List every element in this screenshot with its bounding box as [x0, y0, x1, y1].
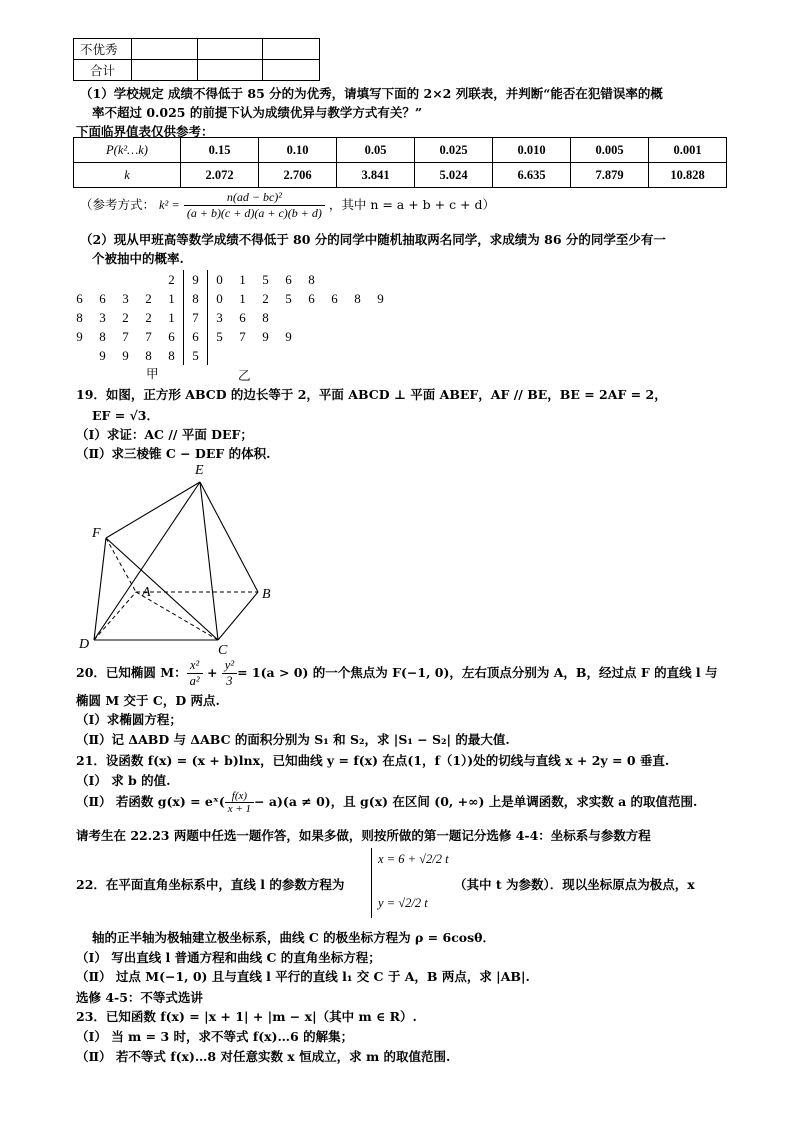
q22-sub1: （Ⅰ） 写出直线 l 普通方程和曲线 C 的直角坐标方程；	[76, 950, 381, 965]
leaf-left: 8	[76, 309, 83, 325]
q21-sub2-prefix: （Ⅱ） 若函数 g(x) = eˣ(	[76, 794, 225, 809]
leaf-right	[277, 346, 300, 365]
frac-numerator: f(x)	[225, 790, 254, 803]
vertex-label-E: E	[195, 463, 204, 478]
stem-row	[68, 308, 392, 327]
elective-45-title: 选修 4-5：不等式选讲	[76, 990, 203, 1005]
leaf-left: 2	[145, 309, 152, 325]
leaf-right: 8	[354, 290, 361, 306]
vertex-label-A: A	[142, 585, 151, 600]
q21-sub2	[76, 790, 697, 815]
leaf-right	[323, 270, 346, 289]
q20-sub2: （Ⅱ）记 ΔABD 与 ΔABC 的面积分别为 S₁ 和 S₂，求 |S₁ − S₂| 的最大值.	[76, 732, 510, 747]
q21-line1: 21．设函数 f(x) = (x + b)lnx，已知曲线 y = f(x) 在点(1，f（1）)处的切线与直线 x + 2y = 0 垂直.	[76, 753, 670, 768]
leaf-left	[68, 270, 91, 289]
edge-CB	[218, 592, 258, 640]
leaf-left: 9	[99, 347, 106, 363]
q18-part2-line2: 个被抽中的概率.	[92, 251, 184, 266]
table-cell: 合计	[74, 60, 132, 81]
table-cell: 0.15	[181, 138, 259, 163]
table-cell	[132, 60, 198, 81]
table-cell	[132, 39, 198, 60]
leaf-right: 9	[377, 290, 384, 306]
header-cell: k	[74, 163, 181, 188]
leaf-left: 3	[99, 309, 106, 325]
q18-part1-line2: 率不超过 0.025 的前提下认为成绩优异与教学方式有关？”	[92, 105, 423, 120]
leaf-right	[300, 346, 323, 365]
frac-denominator: a²	[189, 674, 200, 688]
leaf-right: 1	[239, 290, 246, 306]
leaf-right	[300, 308, 323, 327]
leaf-right: 7	[239, 328, 246, 344]
stem-row	[68, 270, 392, 289]
leaf-left: 9	[76, 328, 83, 344]
leaf-right: 5	[216, 328, 223, 344]
header-cell: P(k²…k)	[74, 138, 181, 163]
pyramid-figure	[70, 460, 290, 660]
leaf-right	[346, 327, 369, 346]
leaf-right: 9	[285, 328, 292, 344]
leaf-right: 3	[216, 309, 223, 325]
q20-frac-y	[222, 658, 237, 689]
q20-frac-x	[187, 658, 203, 689]
table-row	[74, 39, 320, 60]
table-cell	[263, 60, 320, 81]
vertex-label-B: B	[262, 587, 271, 602]
leaf-right	[300, 327, 323, 346]
formula-lhs: k² =	[159, 198, 180, 212]
leaf-left: 6	[76, 290, 83, 306]
formula-numerator: n(ad − bc)²	[184, 190, 325, 206]
leaf-right: 9	[262, 328, 269, 344]
q18-part2-line1: （2）现从甲班高等数学成绩不得低于 80 分的同学中随机抽取两名同学，求成绩为 86 分的同学至少有一	[80, 232, 666, 247]
leaf-right: 1	[239, 271, 246, 287]
leaf-left: 7	[145, 328, 152, 344]
edge-DA	[94, 592, 136, 640]
frac-numerator: y²	[222, 658, 237, 674]
choose-note: 请考生在 22.23 两题中任选一题作答，如果多做，则按所做的第一题记分选修 4-4：坐标系与参数方程	[76, 828, 651, 843]
table-cell: 0.010	[493, 138, 571, 163]
table-cell: 0.05	[337, 138, 415, 163]
reference-formula	[80, 190, 495, 221]
label-yi: 乙	[238, 368, 251, 383]
leaf-right: 8	[262, 309, 269, 325]
leaf-left: 6	[99, 290, 106, 306]
leaf-right	[346, 346, 369, 365]
leaf-right	[277, 308, 300, 327]
q20-prefix: 20．已知椭圆 M：	[76, 665, 187, 680]
contingency-table	[73, 38, 320, 81]
leaf-right	[231, 346, 254, 365]
table-cell: 0.10	[259, 138, 337, 163]
stem-value: 7	[184, 308, 208, 327]
table-cell: 不优秀	[74, 39, 132, 60]
leaf-left	[68, 346, 91, 365]
leaf-left: 1	[168, 290, 175, 306]
q22-line2: 轴的正半轴为极轴建立极坐标系，曲线 C 的极坐标方程为 ρ = 6cosθ．	[92, 930, 496, 945]
leaf-right: 6	[331, 290, 338, 306]
edge-FA	[106, 538, 136, 592]
leaf-left: 2	[168, 271, 175, 287]
leaf-right	[208, 346, 232, 365]
leaf-right	[369, 270, 392, 289]
q22-line1-prefix: 22．在平面直角坐标系中，直线 l 的参数方程为	[76, 877, 345, 892]
formula-fraction	[184, 190, 325, 221]
q23-sub1: （Ⅰ） 当 m = 3 时，求不等式 f(x)…6 的解集；	[76, 1029, 354, 1044]
table-row	[74, 60, 320, 81]
leaf-right: 5	[285, 290, 292, 306]
table-cell: 10.828	[649, 163, 727, 188]
q23-line1: 23．已知函数 f(x) = |x + 1| + |m − x|（其中 m ∈ R）.	[76, 1009, 417, 1024]
q21-sub2-suffix: − a)(a ≠ 0)，且 g(x) 在区间 (0, +∞) 上是单调函数，求实数 a 的取值范围.	[254, 794, 698, 809]
q20-line1: 20．已知椭圆 M： $\frac{\text{x²}}{\text{a²}}$ + $\frac{\text{y²}}{3}$ = 1(a > 0) 的一个焦点为 F(−1, 0)，左右顶点分别为 A，B，经过点 F 的直线 l 与	[76, 658, 718, 688]
leaf-right	[323, 346, 346, 365]
edge-DE	[94, 482, 200, 640]
q20-sub1: （Ⅰ）求椭圆方程；	[76, 712, 182, 727]
stem-value: 5	[184, 346, 208, 365]
label-jia: 甲	[146, 366, 159, 381]
leaf-right: 0	[216, 290, 223, 306]
leaf-right	[323, 327, 346, 346]
leaf-right: 6	[285, 271, 292, 287]
q23-sub2: （Ⅱ） 若不等式 f(x)…8 对任意实数 x 恒成立，求 m 的取值范围.	[76, 1049, 451, 1064]
leaf-right: 6	[308, 290, 315, 306]
leaf-right: 2	[262, 290, 269, 306]
leaf-left: 8	[99, 328, 106, 344]
leaf-left: 3	[122, 290, 129, 306]
q22-eq2: y = √2/2 t	[378, 896, 428, 910]
leaf-left: 6	[168, 328, 175, 344]
q19-sub1: （Ⅰ）求证：AC // 平面 DEF；	[76, 427, 253, 442]
table-cell: 7.879	[571, 163, 649, 188]
table-cell	[198, 60, 263, 81]
frac-denominator: 3	[226, 674, 233, 688]
leaf-left	[114, 270, 137, 289]
q20-suffix: = 1(a > 0) 的一个焦点为 F(−1, 0)，左右顶点分别为 A，B，经过点 F 的直线 l 与	[237, 665, 718, 680]
leaf-left: 9	[122, 347, 129, 363]
q19-line1: 19．如图，正方形 ABCD 的边长等于 2，平面 ABCD ⊥ 平面 ABEF，AF // BE，BE = 2AF = 2，	[76, 387, 667, 402]
table-row	[74, 138, 727, 163]
leaf-left	[137, 270, 160, 289]
leaf-right: 0	[216, 271, 223, 287]
q19-sub2: （Ⅱ）求三棱锥 C − DEF 的体积.	[76, 446, 271, 461]
leaf-right: 5	[262, 271, 269, 287]
table-cell: 0.005	[571, 138, 649, 163]
table-row	[74, 163, 727, 188]
frac-denominator: x + 1	[227, 803, 252, 815]
vertex-label-C: C	[218, 643, 228, 658]
q19-line2: EF = √3．	[92, 408, 159, 423]
leaf-left	[91, 270, 114, 289]
formula-suffix: ，其中 n = a + b + c + d）	[328, 197, 496, 212]
table-cell: 0.025	[415, 138, 493, 163]
leaf-right	[369, 346, 392, 365]
stem-leaf-table	[68, 270, 392, 365]
q21-sub1: （Ⅰ） 求 b 的值.	[76, 773, 171, 788]
leaf-left: 8	[168, 347, 175, 363]
leaf-left: 2	[122, 309, 129, 325]
stem-value: 9	[184, 270, 208, 289]
reference-title: 下面临界值表仅供参考：	[76, 124, 214, 139]
table-cell	[263, 39, 320, 60]
vertex-label-F: F	[92, 526, 101, 541]
edge-EB	[200, 482, 258, 592]
q18-part1-line1: （1）学校规定 成绩不得低于 85 分的为优秀，请填写下面的 2×2 列联表，并判断“能否在犯错误率的概	[80, 86, 663, 101]
stem-leaf-plot	[68, 270, 392, 365]
table-cell	[198, 39, 263, 60]
q20-line2: 椭圆 M 交于 C，D 两点.	[76, 693, 220, 708]
leaf-right	[369, 327, 392, 346]
leaf-right	[346, 308, 369, 327]
stem-value: 8	[184, 289, 208, 308]
stem-row	[68, 346, 392, 365]
q22-eq1: x = 6 + √2/2 t	[378, 852, 449, 866]
leaf-right	[369, 308, 392, 327]
stem-row	[68, 327, 392, 346]
stem-value: 6	[184, 327, 208, 346]
leaf-right	[346, 270, 369, 289]
q21-frac	[225, 790, 254, 815]
table-cell: 6.635	[493, 163, 571, 188]
leaf-right: 6	[239, 309, 246, 325]
table-cell: 0.001	[649, 138, 727, 163]
stem-row	[68, 289, 392, 308]
formula-prefix: （参考方式：	[80, 197, 156, 212]
leaf-right	[323, 308, 346, 327]
table-cell: 5.024	[415, 163, 493, 188]
edge-EC	[200, 482, 218, 640]
critical-value-table	[73, 137, 727, 188]
leaf-right	[254, 346, 277, 365]
table-cell: 2.072	[181, 163, 259, 188]
edge-FE	[106, 482, 200, 538]
q22-sub2: （Ⅱ） 过点 M(−1, 0) 且与直线 l 平行的直线 l₁ 交 C 于 A，B 两点，求 |AB|.	[76, 969, 530, 984]
leaf-right: 8	[308, 271, 315, 287]
frac-numerator: x²	[187, 658, 203, 674]
vertex-label-D: D	[79, 637, 90, 652]
formula-denominator: (a + b)(c + d)(a + c)(b + d)	[186, 206, 322, 220]
edge-FC	[106, 538, 218, 640]
table-cell: 2.706	[259, 163, 337, 188]
leaf-left: 1	[168, 309, 175, 325]
q22-brace	[371, 848, 372, 918]
leaf-left: 7	[122, 328, 129, 344]
leaf-left: 2	[145, 290, 152, 306]
q22-line1-suffix: （其中 t 为参数）．现以坐标原点为极点，x	[454, 877, 695, 892]
leaf-left: 8	[145, 347, 152, 363]
table-cell: 3.841	[337, 163, 415, 188]
